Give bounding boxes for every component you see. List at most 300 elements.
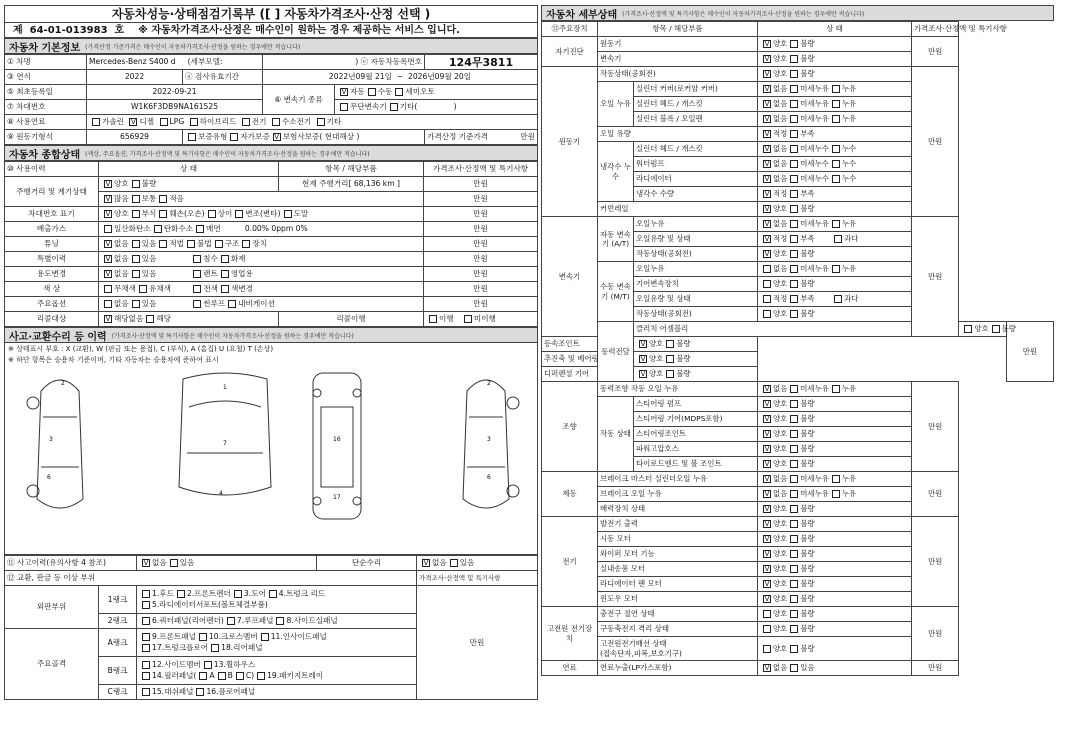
checkbox[interactable] bbox=[832, 385, 840, 393]
checkbox-checked[interactable]: V bbox=[764, 595, 770, 603]
checkbox[interactable] bbox=[193, 300, 201, 308]
checkbox-checked[interactable]: V bbox=[764, 115, 770, 123]
checkbox[interactable] bbox=[790, 130, 798, 138]
checkbox[interactable] bbox=[790, 595, 798, 603]
svg-text:3: 3 bbox=[49, 436, 53, 443]
item-state bbox=[758, 397, 912, 412]
checkbox-checked[interactable]: V bbox=[764, 565, 770, 573]
checkbox[interactable] bbox=[390, 103, 398, 111]
page-title: 자동차성능·상태점검기록부 ([ ] 자동차가격조사·산정 선택 ) bbox=[4, 5, 538, 22]
col-head: ⑬주요장치 bbox=[542, 22, 598, 37]
checkbox[interactable] bbox=[790, 85, 798, 93]
group-label: 고전원 전기장치 bbox=[542, 607, 598, 661]
checkbox[interactable] bbox=[142, 590, 150, 598]
opt: 9.프론트패널 bbox=[152, 632, 196, 642]
checkbox[interactable] bbox=[790, 235, 798, 243]
checkbox-checked[interactable]: V bbox=[764, 385, 770, 393]
sub-label: 냉각수 누수 bbox=[598, 142, 634, 202]
item-state bbox=[758, 577, 912, 592]
checkbox[interactable] bbox=[790, 205, 798, 213]
opt: 있음 bbox=[141, 299, 157, 308]
checkbox-checked[interactable]: V bbox=[764, 430, 770, 438]
checkbox[interactable] bbox=[429, 315, 437, 323]
inspect-to: 2026년09월 20일 bbox=[408, 72, 472, 82]
opt: 누유 bbox=[841, 474, 857, 483]
checkbox-checked[interactable]: V bbox=[764, 535, 770, 543]
checkbox[interactable] bbox=[193, 270, 201, 278]
checkbox[interactable] bbox=[832, 265, 840, 273]
checkbox-checked[interactable]: V bbox=[640, 355, 646, 363]
checkbox[interactable] bbox=[199, 633, 207, 641]
opt: 2.프론트펜더 bbox=[186, 589, 231, 599]
checkbox[interactable] bbox=[790, 535, 798, 543]
checkbox[interactable] bbox=[204, 661, 212, 669]
manwon: 만원 bbox=[417, 586, 538, 700]
checkbox[interactable] bbox=[142, 644, 150, 652]
checkbox[interactable] bbox=[964, 325, 972, 333]
opt: 불량 bbox=[800, 609, 815, 618]
checkbox[interactable] bbox=[242, 240, 250, 248]
opt: 기타( bbox=[399, 102, 418, 111]
checkbox[interactable] bbox=[395, 88, 403, 96]
checkbox[interactable] bbox=[218, 672, 226, 680]
checkbox[interactable] bbox=[763, 280, 771, 288]
checkbox[interactable] bbox=[159, 195, 167, 203]
opt: 불량 bbox=[676, 369, 691, 378]
checkbox-checked[interactable]: V bbox=[764, 40, 770, 48]
checkbox[interactable] bbox=[221, 285, 229, 293]
checkbox-checked[interactable]: V bbox=[423, 559, 429, 567]
opt: 영업용 bbox=[230, 269, 253, 278]
first-reg: 2022-09-21 bbox=[87, 85, 263, 100]
item-state bbox=[758, 532, 912, 547]
manwon: 만원 bbox=[424, 297, 538, 312]
checkbox-checked[interactable]: V bbox=[105, 240, 111, 248]
checkbox[interactable] bbox=[230, 133, 238, 141]
checkbox[interactable] bbox=[832, 145, 840, 153]
svg-text:4: 4 bbox=[219, 490, 223, 497]
checkbox[interactable] bbox=[790, 295, 798, 303]
checkbox[interactable] bbox=[790, 70, 798, 78]
checkbox[interactable] bbox=[208, 210, 216, 218]
checkbox[interactable] bbox=[790, 55, 798, 63]
opt: 없음 bbox=[773, 384, 788, 393]
checkbox[interactable] bbox=[132, 210, 140, 218]
checkbox[interactable] bbox=[139, 285, 147, 293]
car-diagram-area bbox=[4, 343, 538, 555]
opt: 누유 bbox=[841, 99, 857, 108]
checkbox[interactable] bbox=[104, 225, 112, 233]
item-state bbox=[758, 157, 912, 172]
checkbox[interactable] bbox=[132, 255, 140, 263]
checkbox-checked[interactable]: V bbox=[274, 133, 280, 141]
checkbox-checked[interactable]: V bbox=[764, 490, 770, 498]
checkbox-checked[interactable]: V bbox=[764, 520, 770, 528]
manwon: 만원 bbox=[912, 607, 959, 661]
checkbox[interactable] bbox=[193, 255, 201, 263]
opt: 불량 bbox=[800, 519, 815, 528]
checkbox[interactable] bbox=[227, 617, 235, 625]
mileage-level bbox=[99, 192, 424, 207]
checkbox[interactable] bbox=[317, 118, 325, 126]
checkbox[interactable] bbox=[790, 145, 798, 153]
opt: 부식 bbox=[141, 209, 157, 218]
checkbox-checked[interactable]: V bbox=[105, 255, 111, 263]
checkbox[interactable] bbox=[142, 617, 150, 625]
checkbox[interactable] bbox=[790, 520, 798, 528]
checkbox[interactable] bbox=[199, 672, 207, 680]
checkbox[interactable] bbox=[196, 225, 204, 233]
checkbox[interactable] bbox=[790, 220, 798, 228]
checkbox[interactable] bbox=[790, 40, 798, 48]
manwon: 만원 bbox=[424, 282, 538, 297]
checkbox[interactable] bbox=[790, 550, 798, 558]
section-note: (가격조사·산정액 및 특기사항은 매수인이 자동차가격조사·산정을 원하는 경우에만 적습니다) bbox=[622, 10, 865, 18]
checkbox[interactable] bbox=[92, 118, 100, 126]
checkbox[interactable] bbox=[790, 625, 798, 633]
year: 2022 bbox=[87, 70, 183, 85]
checkbox-checked[interactable]: V bbox=[764, 205, 770, 213]
opt: 양호 bbox=[773, 429, 788, 438]
checkbox[interactable] bbox=[450, 559, 458, 567]
checkbox[interactable] bbox=[666, 370, 674, 378]
checkbox[interactable] bbox=[834, 295, 842, 303]
checkbox[interactable] bbox=[142, 601, 150, 609]
item-label: 발전기 출력 bbox=[598, 517, 758, 532]
checkbox[interactable] bbox=[763, 310, 771, 318]
checkbox[interactable] bbox=[992, 325, 1000, 333]
manwon: 만원 bbox=[912, 661, 959, 676]
checkbox[interactable] bbox=[790, 445, 798, 453]
opt: 누수 bbox=[841, 144, 857, 153]
item-state bbox=[758, 52, 912, 67]
item-state bbox=[758, 37, 912, 52]
opt: 없음 bbox=[114, 239, 129, 248]
emission bbox=[99, 222, 424, 237]
checkbox-checked[interactable]: V bbox=[764, 664, 770, 672]
checkbox[interactable] bbox=[834, 235, 842, 243]
checkbox[interactable] bbox=[236, 672, 244, 680]
item-label: 타이로드엔드 및 볼 조인트 bbox=[634, 457, 758, 472]
section-title: 사고·교환수리 등 이력 bbox=[9, 331, 107, 343]
item-label: 작동상태(공회전) bbox=[634, 247, 758, 262]
opt: 불량 bbox=[800, 204, 815, 213]
sub-label: 오일 누유 bbox=[598, 82, 634, 127]
checkbox[interactable] bbox=[832, 160, 840, 168]
checkbox[interactable] bbox=[132, 270, 140, 278]
checkbox[interactable] bbox=[666, 340, 674, 348]
engine-label: ⑨ 원동기형식 bbox=[5, 130, 87, 145]
checkbox[interactable] bbox=[790, 265, 798, 273]
item-label: 작동상태(공회전) bbox=[598, 67, 758, 82]
doc-number: 64-01-013983 bbox=[29, 25, 108, 36]
opt: 과다 bbox=[844, 294, 859, 303]
checkbox[interactable] bbox=[154, 225, 162, 233]
col-head: 항목 / 해당부품 bbox=[598, 22, 758, 37]
opt: 12.사이드멤버 bbox=[152, 660, 201, 670]
opt: 미세누유 bbox=[800, 489, 829, 498]
checkbox[interactable] bbox=[832, 475, 840, 483]
opt: 14.필러패널( bbox=[152, 670, 197, 680]
checkbox-checked[interactable]: V bbox=[341, 88, 347, 96]
opt: 무채색 bbox=[114, 284, 137, 293]
checkbox[interactable] bbox=[832, 115, 840, 123]
simple-label: 단순수리 bbox=[317, 556, 417, 571]
opt: 미이행 bbox=[473, 314, 496, 323]
checkbox[interactable] bbox=[170, 559, 178, 567]
checkbox[interactable] bbox=[228, 300, 236, 308]
checkbox-checked[interactable]: V bbox=[764, 445, 770, 453]
item-label: 고전원전기배선 상태 (접속단자,피복,보호기구) bbox=[598, 637, 758, 661]
checkbox-checked[interactable]: V bbox=[131, 118, 136, 126]
checkbox[interactable] bbox=[832, 175, 840, 183]
checkbox[interactable] bbox=[790, 505, 798, 513]
checkbox[interactable] bbox=[160, 118, 168, 126]
checkbox[interactable] bbox=[832, 85, 840, 93]
sub-label: 수동 변속기 (M/T) bbox=[598, 262, 634, 322]
checkbox[interactable] bbox=[763, 295, 771, 303]
checkbox-checked[interactable]: V bbox=[764, 55, 770, 63]
checkbox[interactable] bbox=[790, 250, 798, 258]
checkbox-checked[interactable]: V bbox=[764, 460, 770, 468]
svg-text:2: 2 bbox=[487, 380, 491, 387]
checkbox[interactable] bbox=[269, 590, 277, 598]
car-right-side-diagram bbox=[453, 367, 519, 523]
opt: 양호 bbox=[773, 504, 788, 513]
checkbox[interactable] bbox=[790, 610, 798, 618]
opt: 불량 bbox=[800, 309, 815, 318]
checkbox[interactable] bbox=[104, 285, 112, 293]
opt: 훼손(오손) bbox=[169, 209, 205, 218]
checkbox[interactable] bbox=[832, 220, 840, 228]
opt: 누유 bbox=[841, 114, 857, 123]
checkbox[interactable] bbox=[193, 285, 201, 293]
checkbox[interactable] bbox=[132, 180, 140, 188]
col-head: 항목 / 해당부품 bbox=[279, 162, 424, 177]
checkbox[interactable] bbox=[790, 100, 798, 108]
group-label: 자기진단 bbox=[542, 37, 598, 67]
checkbox[interactable] bbox=[276, 617, 284, 625]
checkbox[interactable] bbox=[790, 475, 798, 483]
checkbox[interactable] bbox=[832, 100, 840, 108]
car-underbody-diagram bbox=[305, 367, 369, 527]
checkbox-checked[interactable]: V bbox=[764, 85, 770, 93]
opt: 적음 bbox=[169, 194, 185, 203]
checkbox[interactable] bbox=[790, 160, 798, 168]
opt: 불량 bbox=[800, 459, 815, 468]
checkbox-checked[interactable]: V bbox=[764, 70, 770, 78]
checkbox-checked[interactable]: V bbox=[764, 175, 770, 183]
opt: 미세누유 bbox=[800, 384, 829, 393]
checkbox[interactable] bbox=[790, 310, 798, 318]
checkbox[interactable] bbox=[790, 580, 798, 588]
checkbox-checked[interactable]: V bbox=[764, 235, 770, 243]
checkbox[interactable] bbox=[790, 415, 798, 423]
checkbox-checked[interactable]: V bbox=[764, 400, 770, 408]
item-label: 윈도우 모터 bbox=[598, 592, 758, 607]
checkbox[interactable] bbox=[190, 118, 198, 126]
checkbox[interactable] bbox=[159, 210, 167, 218]
opt: 양호 bbox=[773, 643, 788, 653]
opt: 양호 bbox=[773, 444, 788, 453]
checkbox[interactable] bbox=[832, 490, 840, 498]
checkbox-checked[interactable]: V bbox=[640, 370, 646, 378]
accident-header bbox=[4, 327, 538, 343]
checkbox[interactable] bbox=[221, 255, 229, 263]
checkbox[interactable] bbox=[196, 688, 204, 696]
opt: 적법 bbox=[169, 239, 185, 248]
checkbox-checked[interactable]: V bbox=[105, 315, 111, 323]
opt: 부족 bbox=[800, 129, 815, 138]
checkbox-checked[interactable]: V bbox=[105, 210, 111, 218]
checkbox[interactable] bbox=[234, 590, 242, 598]
emission-label: 배출가스 bbox=[5, 222, 99, 237]
checkbox[interactable] bbox=[211, 644, 219, 652]
checkbox[interactable] bbox=[790, 565, 798, 573]
checkbox-checked[interactable]: V bbox=[764, 130, 770, 138]
opt: 3.도어 bbox=[243, 589, 266, 599]
checkbox[interactable] bbox=[464, 315, 472, 323]
opt: 일산화탄소 bbox=[114, 224, 151, 233]
checkbox-checked[interactable]: V bbox=[764, 250, 770, 258]
opt: 양호 bbox=[773, 564, 788, 573]
opt: 보험사보증( 현대해상 ) bbox=[282, 132, 360, 141]
opt: 하이브리드 bbox=[199, 117, 237, 126]
checkbox[interactable] bbox=[763, 625, 771, 633]
opt: 적정 bbox=[773, 189, 788, 198]
item-label: 파워고압호스 bbox=[634, 442, 758, 457]
checkbox[interactable] bbox=[142, 661, 150, 669]
opt: 수동 bbox=[377, 87, 393, 96]
engine-type: 656929 bbox=[87, 130, 183, 145]
checkbox-checked[interactable]: V bbox=[105, 180, 111, 188]
checkbox[interactable] bbox=[790, 280, 798, 288]
opt: 적정 bbox=[773, 234, 788, 243]
checkbox-checked[interactable]: V bbox=[764, 190, 770, 198]
checkbox[interactable] bbox=[242, 118, 250, 126]
section-note: (가격산정 기준가격은 매수인이 자동차가격조사·산정을 원하는 경우에만 적습니다) bbox=[85, 43, 301, 51]
checkbox[interactable] bbox=[790, 175, 798, 183]
item-state bbox=[758, 187, 912, 202]
checkbox[interactable] bbox=[790, 385, 798, 393]
opt: 양호 bbox=[773, 309, 788, 318]
opt: 7.루프패널 bbox=[236, 616, 274, 625]
opt: 16.플로어패널 bbox=[206, 687, 256, 696]
checkbox[interactable] bbox=[368, 88, 376, 96]
checkbox-checked[interactable]: V bbox=[764, 415, 770, 423]
checkbox[interactable] bbox=[142, 633, 150, 641]
item-state bbox=[758, 82, 912, 97]
vin-label: ⑦ 차대번호 bbox=[5, 100, 87, 115]
checkbox[interactable] bbox=[790, 460, 798, 468]
checkbox[interactable] bbox=[187, 240, 195, 248]
checkbox[interactable] bbox=[790, 490, 798, 498]
opt: 미세누유 bbox=[800, 219, 829, 228]
opt: 변조(변타) bbox=[245, 209, 281, 218]
rankA-items bbox=[137, 629, 417, 657]
checkbox[interactable] bbox=[790, 430, 798, 438]
checkbox[interactable] bbox=[188, 133, 196, 141]
checkbox-checked[interactable]: V bbox=[764, 100, 770, 108]
checkbox[interactable] bbox=[132, 195, 140, 203]
legend-1: ※ 상태표시 부호 : X (교환), W (판금 또는 용접), C (부식), A (흠집) U (요철) T (손상) bbox=[8, 345, 274, 353]
checkbox[interactable] bbox=[146, 315, 154, 323]
checkbox-checked[interactable]: V bbox=[764, 475, 770, 483]
recall-done-label: 리콜이행 bbox=[279, 312, 424, 327]
checkbox-checked[interactable]: V bbox=[764, 145, 770, 153]
opt: 누유 bbox=[841, 384, 857, 393]
opt: 수소전기 bbox=[281, 117, 312, 126]
checkbox[interactable] bbox=[790, 645, 798, 653]
checkbox[interactable] bbox=[132, 300, 140, 308]
first-reg-label: ⑤ 최초등록일 bbox=[5, 85, 87, 100]
opt: 양호 bbox=[649, 354, 664, 363]
item-label: 원동기 bbox=[598, 37, 758, 52]
checkbox[interactable] bbox=[261, 633, 269, 641]
checkbox-checked[interactable]: V bbox=[640, 340, 646, 348]
exchange-label: ⑫ 교환, 판금 등 이상 부위 bbox=[5, 571, 417, 586]
item-label: 냉각수 수량 bbox=[634, 187, 758, 202]
checkbox[interactable] bbox=[272, 118, 280, 126]
manwon: 만원 bbox=[912, 472, 959, 517]
checkbox[interactable] bbox=[104, 300, 112, 308]
price-basis-label: 가격산정 기준가격 bbox=[427, 132, 489, 142]
checkbox-checked[interactable]: V bbox=[105, 195, 111, 203]
checkbox[interactable] bbox=[666, 355, 674, 363]
svg-text:17: 17 bbox=[333, 494, 341, 501]
checkbox[interactable] bbox=[790, 400, 798, 408]
opt: 없음 bbox=[773, 264, 788, 273]
opt: 양호 bbox=[114, 209, 129, 218]
checkbox-checked[interactable]: V bbox=[764, 550, 770, 558]
item-state bbox=[758, 637, 912, 661]
opt: 불량 bbox=[800, 624, 815, 633]
checkbox[interactable] bbox=[215, 240, 223, 248]
checkbox-checked[interactable]: V bbox=[764, 505, 770, 513]
checkbox[interactable] bbox=[763, 645, 771, 653]
checkbox[interactable] bbox=[763, 610, 771, 618]
checkbox[interactable] bbox=[763, 265, 771, 273]
checkbox[interactable] bbox=[284, 210, 292, 218]
checkbox-checked[interactable]: V bbox=[764, 220, 770, 228]
checkbox-checked[interactable]: V bbox=[105, 270, 111, 278]
opt: 색변경 bbox=[231, 284, 254, 293]
checkbox[interactable] bbox=[177, 590, 185, 598]
checkbox[interactable] bbox=[159, 240, 167, 248]
checkbox-checked[interactable]: V bbox=[143, 559, 149, 567]
opt: 해당 bbox=[156, 314, 172, 323]
checkbox[interactable] bbox=[340, 103, 348, 111]
opt: 양호 bbox=[773, 459, 788, 468]
checkbox[interactable] bbox=[142, 688, 150, 696]
checkbox-checked[interactable]: V bbox=[764, 580, 770, 588]
checkbox[interactable] bbox=[257, 672, 265, 680]
checkbox[interactable] bbox=[221, 270, 229, 278]
opt: 없음 bbox=[114, 299, 129, 308]
checkbox[interactable] bbox=[790, 190, 798, 198]
item-label: 추진축 및 베어링 bbox=[542, 352, 634, 367]
checkbox[interactable] bbox=[142, 672, 150, 680]
checkbox[interactable] bbox=[790, 115, 798, 123]
opt: 양호 bbox=[773, 69, 788, 78]
opt: 불량 bbox=[800, 39, 815, 48]
opt: 양호 bbox=[773, 249, 788, 258]
checkbox[interactable] bbox=[790, 664, 798, 672]
item-label: 구동축전지 격리 상태 bbox=[598, 622, 758, 637]
checkbox-checked[interactable]: V bbox=[764, 160, 770, 168]
checkbox[interactable] bbox=[235, 210, 243, 218]
checkbox[interactable] bbox=[132, 240, 140, 248]
